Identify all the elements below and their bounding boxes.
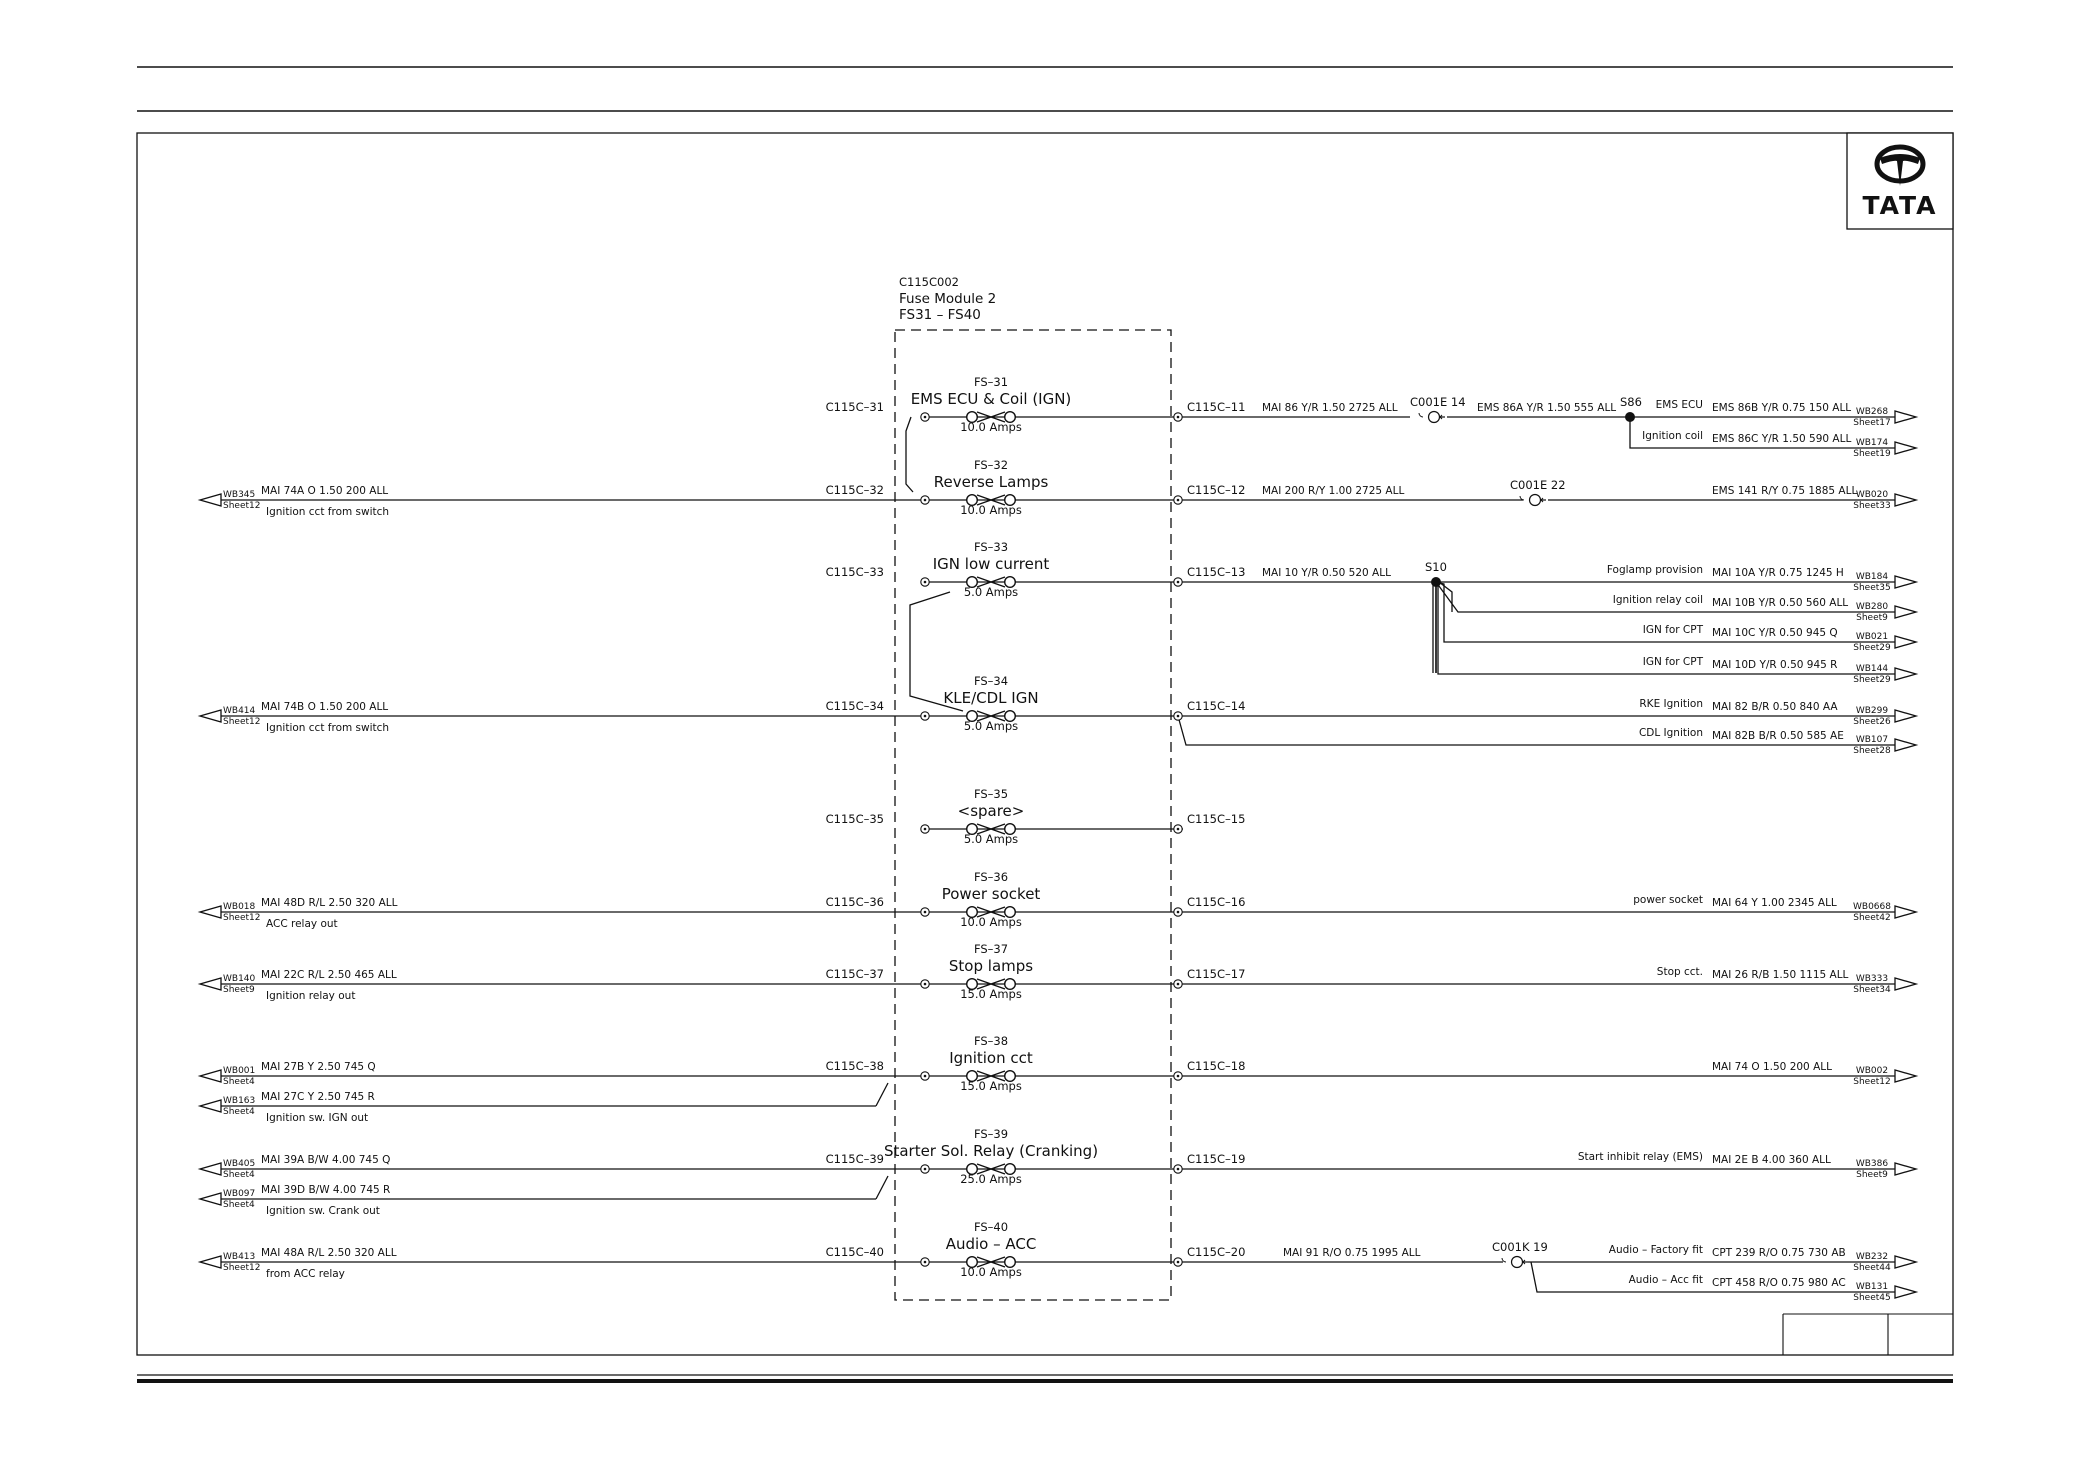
fuse-output-pin: C115C–19 — [1187, 1152, 1246, 1166]
wire-spec: MAI 10C Y/R 0.50 945 Q — [1712, 627, 1838, 639]
fuse-input-pin: C115C–38 — [825, 1059, 884, 1073]
wire-ref: WB001 — [223, 1066, 256, 1076]
right-arrow — [1895, 636, 1916, 648]
wire-ref: WB163 — [223, 1096, 256, 1106]
wire-spec: CPT 239 R/O 0.75 730 AB — [1712, 1247, 1846, 1259]
mid-wire-label: MAI 86 Y/R 1.50 2725 ALL — [1262, 402, 1398, 414]
right-wire — [1629, 1274, 1916, 1303]
wire-description: Audio – Factory fit — [1608, 1244, 1703, 1256]
mid-wire-label: EMS 86A Y/R 1.50 555 ALL — [1477, 402, 1617, 414]
fuse-output-pin: C115C–11 — [1187, 400, 1246, 414]
wire-description: IGN for CPT — [1642, 656, 1703, 668]
sheet-ref: Sheet12 — [223, 717, 261, 727]
right-wire — [1712, 1061, 1916, 1087]
wire-ref: WB174 — [1855, 438, 1889, 448]
pin-terminal — [1174, 578, 1182, 586]
fuse-output-pin: C115C–16 — [1187, 895, 1246, 909]
pin-terminal — [921, 1258, 929, 1266]
sheet-ref: Sheet12 — [223, 1263, 261, 1273]
sheet-ref: Sheet35 — [1853, 583, 1891, 593]
fuse-label: Audio – ACC — [945, 1235, 1037, 1253]
fuse-id: FS–37 — [973, 942, 1009, 956]
fuse-output-pin: C115C–12 — [1187, 483, 1246, 497]
right-arrow — [1895, 442, 1916, 454]
left-arrow — [200, 1070, 221, 1082]
left-arrow — [200, 906, 221, 918]
right-wire — [1639, 727, 1916, 756]
wire-ref: WB413 — [223, 1252, 256, 1262]
wire-description: CDL Ignition — [1638, 727, 1703, 739]
right-wire — [1609, 1244, 1916, 1273]
sheet-ref: Sheet44 — [1853, 1263, 1891, 1273]
pin-terminal — [1174, 1258, 1182, 1266]
wire-spec: CPT 458 R/O 0.75 980 AC — [1712, 1277, 1846, 1289]
wire-description: power socket — [1633, 894, 1703, 906]
right-arrow — [1895, 411, 1916, 423]
fuse-output-pin: C115C–20 — [1187, 1245, 1246, 1259]
left-wire — [200, 1184, 390, 1217]
wire-spec: EMS 141 R/Y 0.75 1885 ALL — [1712, 485, 1858, 497]
right-wire — [1657, 966, 1916, 995]
wire-description: Stop cct. — [1656, 966, 1703, 978]
wire-ref: WB020 — [1855, 490, 1889, 500]
wire-spec: MAI 39D B/W 4.00 745 R — [261, 1184, 391, 1196]
right-wires-layer — [1578, 399, 1916, 1303]
wire-ref: WB333 — [1855, 974, 1889, 984]
pin-terminal — [921, 578, 929, 586]
wire-spec: EMS 86C Y/R 1.50 590 ALL — [1712, 433, 1852, 445]
left-wire — [200, 1091, 375, 1124]
right-wire — [1607, 564, 1916, 593]
sheet-ref: Sheet34 — [1853, 985, 1891, 995]
wire-spec: MAI 82B B/R 0.50 585 AE — [1712, 730, 1844, 742]
wire-spec: MAI 82 B/R 0.50 840 AA — [1712, 701, 1838, 713]
module-id: C115C002 — [899, 275, 959, 289]
pin-terminal — [921, 712, 929, 720]
connector-label: C001K 19 — [1492, 1240, 1548, 1254]
wire-description: IGN for CPT — [1642, 624, 1703, 636]
left-arrow — [200, 1256, 221, 1268]
pin-terminal — [1174, 980, 1182, 988]
fuse-id: FS–31 — [973, 375, 1009, 389]
right-arrow — [1895, 906, 1916, 918]
fuse-rating: 10.0 Amps — [960, 420, 1022, 434]
fuse-rating: 15.0 Amps — [960, 1079, 1022, 1093]
fuse-id: FS–39 — [973, 1127, 1009, 1141]
wire-spec: MAI 74B O 1.50 200 ALL — [261, 701, 389, 713]
right-wire — [1643, 624, 1916, 653]
splice-dot — [1625, 412, 1635, 422]
module-name: Fuse Module 2 — [899, 291, 997, 307]
fuse-label: IGN low current — [932, 555, 1050, 573]
fuse-row — [826, 375, 1246, 434]
wire-spec: MAI 64 Y 1.00 2345 ALL — [1712, 897, 1837, 909]
wire-ref: WB232 — [1855, 1252, 1889, 1262]
wire-description: RKE Ignition — [1639, 698, 1703, 710]
pin-terminal — [1174, 712, 1182, 720]
sheet-ref: Sheet4 — [223, 1170, 255, 1180]
wire-ref: WB140 — [223, 974, 256, 984]
fuse-rating: 10.0 Amps — [960, 915, 1022, 929]
fuse-input-pin: C115C–31 — [825, 400, 884, 414]
wire-spec: MAI 74A O 1.50 200 ALL — [261, 485, 389, 497]
wire-spec: MAI 10D Y/R 0.50 945 R — [1712, 659, 1838, 671]
right-arrow — [1895, 494, 1916, 506]
wire-spec: MAI 27B Y 2.50 745 Q — [261, 1061, 376, 1073]
wire-spec: MAI 48D R/L 2.50 320 ALL — [261, 897, 398, 909]
fuse-row — [826, 942, 1246, 1001]
fuse-rating: 10.0 Amps — [960, 1265, 1022, 1279]
fuse-row — [826, 870, 1246, 929]
left-wire — [200, 1247, 397, 1280]
sheet-ref: Sheet9 — [1856, 613, 1888, 623]
pin-terminal — [1174, 496, 1182, 504]
splice-label: S86 — [1620, 395, 1642, 409]
fuse-module-header — [899, 275, 996, 323]
fuse-id: FS–36 — [973, 870, 1009, 884]
tata-logo — [1847, 133, 1953, 229]
wire-ref: WB268 — [1855, 407, 1889, 417]
wire-description: Ignition sw. IGN out — [266, 1112, 369, 1124]
left-arrow — [200, 1100, 221, 1112]
wire-description: from ACC relay — [266, 1268, 345, 1280]
fuse-label: Reverse Lamps — [933, 473, 1049, 491]
pin-terminal — [1174, 1165, 1182, 1173]
wire-ref: WB002 — [1855, 1066, 1889, 1076]
pin-terminal — [921, 908, 929, 916]
sheet-ref: Sheet42 — [1853, 913, 1891, 923]
wire-description: Ignition coil — [1642, 430, 1703, 442]
pin-terminal — [921, 413, 929, 421]
fuse-input-pin: C115C–32 — [825, 483, 884, 497]
wire-description: Start inhibit relay (EMS) — [1577, 1151, 1703, 1163]
wire-ref: WB414 — [223, 706, 256, 716]
fuse-id: FS–34 — [973, 674, 1009, 688]
sheet-ref: Sheet12 — [223, 501, 261, 511]
fuse-output-pin: C115C–18 — [1187, 1059, 1246, 1073]
wire-ref: WB021 — [1855, 632, 1889, 642]
wire-description: Ignition cct from switch — [266, 506, 390, 518]
fuse-rating: 5.0 Amps — [963, 719, 1019, 733]
sheet-ref: Sheet45 — [1853, 1293, 1891, 1303]
fuses-layer — [826, 375, 1246, 1279]
fuse-output-pin: C115C–15 — [1187, 812, 1246, 826]
fuse-label: <spare> — [957, 802, 1025, 820]
wire-description: EMS ECU — [1655, 399, 1703, 411]
mid-wire-labels — [1262, 402, 1616, 1259]
fuse-input-pin: C115C–40 — [825, 1245, 884, 1259]
left-wire — [200, 485, 389, 518]
right-arrow — [1895, 606, 1916, 618]
left-wire — [200, 897, 398, 930]
wire-ref: WB345 — [223, 490, 256, 500]
wire-spec: MAI 22C R/L 2.50 465 ALL — [261, 969, 397, 981]
fuse-output-pin: C115C–13 — [1187, 565, 1246, 579]
fuse-input-pin: C115C–36 — [825, 895, 884, 909]
fuse-label: KLE/CDL IGN — [943, 689, 1039, 707]
fuse-id: FS–33 — [973, 540, 1009, 554]
mid-wire-label: MAI 91 R/O 0.75 1995 ALL — [1283, 1247, 1421, 1259]
wire-spec: MAI 74 O 1.50 200 ALL — [1712, 1061, 1832, 1073]
right-wire — [1578, 1151, 1916, 1180]
fuse-rating: 15.0 Amps — [960, 987, 1022, 1001]
right-arrow — [1895, 1070, 1916, 1082]
fuse-rating: 5.0 Amps — [963, 585, 1019, 599]
left-arrow — [200, 1163, 221, 1175]
right-wire — [1656, 399, 1916, 428]
wire-description: Audio – Acc fit — [1628, 1274, 1703, 1286]
pin-terminal — [921, 825, 929, 833]
sheet-ref: Sheet26 — [1853, 717, 1891, 727]
wire-description: Ignition cct from switch — [266, 722, 390, 734]
right-arrow — [1895, 1256, 1916, 1268]
wire-ref: WB405 — [223, 1159, 256, 1169]
left-wires-layer — [200, 485, 398, 1280]
fuse-id: FS–40 — [973, 1220, 1009, 1234]
right-arrow — [1895, 1286, 1916, 1298]
pin-terminal — [1174, 413, 1182, 421]
fuse-id: FS–32 — [973, 458, 1009, 472]
sheet-ref: Sheet12 — [223, 913, 261, 923]
wire-ref: WB097 — [223, 1189, 256, 1199]
fuse-id: FS–38 — [973, 1034, 1009, 1048]
sheet-ref: Sheet29 — [1853, 643, 1891, 653]
left-arrow — [200, 1193, 221, 1205]
wire-spec: EMS 86B Y/R 0.75 150 ALL — [1712, 402, 1852, 414]
splice-dot — [1431, 577, 1441, 587]
fuse-output-pin: C115C–14 — [1187, 699, 1246, 713]
right-arrow — [1895, 739, 1916, 751]
pin-terminal — [1174, 1072, 1182, 1080]
fuse-rating: 10.0 Amps — [960, 503, 1022, 517]
wire-spec: MAI 39A B/W 4.00 745 Q — [261, 1154, 391, 1166]
fuse-id: FS–35 — [973, 787, 1009, 801]
fuse-row — [826, 1034, 1246, 1093]
fuse-row — [826, 674, 1246, 733]
fuse-rating: 25.0 Amps — [960, 1172, 1022, 1186]
left-wire — [200, 701, 389, 734]
wire-spec: MAI 2E B 4.00 360 ALL — [1712, 1154, 1831, 1166]
right-wire — [1712, 485, 1916, 511]
left-wire — [200, 1061, 376, 1087]
right-arrow — [1895, 978, 1916, 990]
wire-spec: MAI 48A R/L 2.50 320 ALL — [261, 1247, 397, 1259]
fuse-input-pin: C115C–34 — [825, 699, 884, 713]
connector-label: C001E 14 — [1410, 395, 1466, 409]
mid-wire-label: MAI 10 Y/R 0.50 520 ALL — [1262, 567, 1391, 579]
right-arrow — [1895, 576, 1916, 588]
fuse-row — [826, 1127, 1246, 1186]
fuse-label: EMS ECU & Coil (IGN) — [910, 390, 1072, 408]
pin-terminal — [1174, 825, 1182, 833]
fuse-row — [826, 540, 1246, 599]
wire-description: Foglamp provision — [1606, 564, 1703, 576]
wire-ref: WB131 — [1855, 1282, 1889, 1292]
fuse-input-pin: C115C–37 — [825, 967, 884, 981]
left-wire — [200, 1154, 390, 1180]
fuse-row — [826, 787, 1246, 846]
fuse-rating: 5.0 Amps — [963, 832, 1019, 846]
pin-terminal — [921, 1165, 929, 1173]
splice-label: S10 — [1425, 560, 1447, 574]
left-arrow — [200, 710, 221, 722]
sheet-ref: Sheet33 — [1853, 501, 1891, 511]
mid-wire-label: MAI 200 R/Y 1.00 2725 ALL — [1262, 485, 1405, 497]
title-block — [1783, 1314, 1953, 1355]
fuse-output-pin: C115C–17 — [1187, 967, 1246, 981]
wire-spec: MAI 27C Y 2.50 745 R — [261, 1091, 375, 1103]
left-wire — [200, 969, 397, 1002]
sheet-ref: Sheet9 — [1856, 1170, 1888, 1180]
sheet-ref: Sheet17 — [1853, 418, 1891, 428]
wire-spec: MAI 10A Y/R 0.75 1245 H — [1712, 567, 1844, 579]
pin-terminal — [1174, 908, 1182, 916]
right-wire — [1633, 894, 1916, 923]
connector-label: C001E 22 — [1510, 478, 1566, 492]
right-wire — [1642, 430, 1916, 459]
fuse-label: Ignition cct — [949, 1049, 1033, 1067]
sheet-ref: Sheet19 — [1853, 449, 1891, 459]
wire-ref: WB018 — [223, 902, 256, 912]
fuse-input-pin: C115C–33 — [825, 565, 884, 579]
pin-terminal — [921, 980, 929, 988]
wire-ref: WB386 — [1855, 1159, 1889, 1169]
logo-text: TATA — [1862, 191, 1938, 220]
fuse-row — [826, 458, 1246, 517]
sheet-ref: Sheet4 — [223, 1107, 255, 1117]
wire-spec: MAI 10B Y/R 0.50 560 ALL — [1712, 597, 1849, 609]
wire-ref: WB107 — [1855, 735, 1889, 745]
wire-ref: WB184 — [1855, 572, 1889, 582]
sheet-ref: Sheet29 — [1853, 675, 1891, 685]
inline-connectors — [1410, 395, 1566, 1268]
fuse-row — [826, 1220, 1246, 1279]
fuse-label: Power socket — [941, 885, 1041, 903]
sheet-ref: Sheet28 — [1853, 746, 1891, 756]
right-arrow — [1895, 1163, 1916, 1175]
wire-description: Ignition relay out — [266, 990, 356, 1002]
right-wire — [1613, 594, 1916, 623]
wire-ref: WB144 — [1855, 664, 1889, 674]
right-arrow — [1895, 710, 1916, 722]
left-arrow — [200, 978, 221, 990]
fuse-input-pin: C115C–39 — [825, 1152, 884, 1166]
pin-terminal — [921, 496, 929, 504]
pin-terminal — [921, 1072, 929, 1080]
fuse-label: Starter Sol. Relay (Cranking) — [883, 1142, 1099, 1160]
right-arrow — [1895, 668, 1916, 680]
right-wire — [1639, 698, 1916, 727]
wire-spec: MAI 26 R/B 1.50 1115 ALL — [1712, 969, 1849, 981]
sheet-ref: Sheet4 — [223, 1077, 255, 1087]
wire-ref: WB0668 — [1853, 902, 1891, 912]
fuse-input-pin: C115C–35 — [825, 812, 884, 826]
sheet-ref: Sheet12 — [1853, 1077, 1891, 1087]
page-frame — [137, 67, 1953, 1381]
right-wire — [1643, 656, 1916, 685]
sheet-ref: Sheet9 — [223, 985, 255, 995]
wire-description: Ignition sw. Crank out — [266, 1205, 380, 1217]
left-arrow — [200, 494, 221, 506]
fuse-label: Stop lamps — [948, 957, 1034, 975]
wire-description: ACC relay out — [266, 918, 338, 930]
wire-ref: WB280 — [1855, 602, 1889, 612]
wire-ref: WB299 — [1855, 706, 1889, 716]
wire-description: Ignition relay coil — [1612, 594, 1703, 606]
module-range: FS31 – FS40 — [899, 307, 981, 323]
sheet-ref: Sheet4 — [223, 1200, 255, 1210]
